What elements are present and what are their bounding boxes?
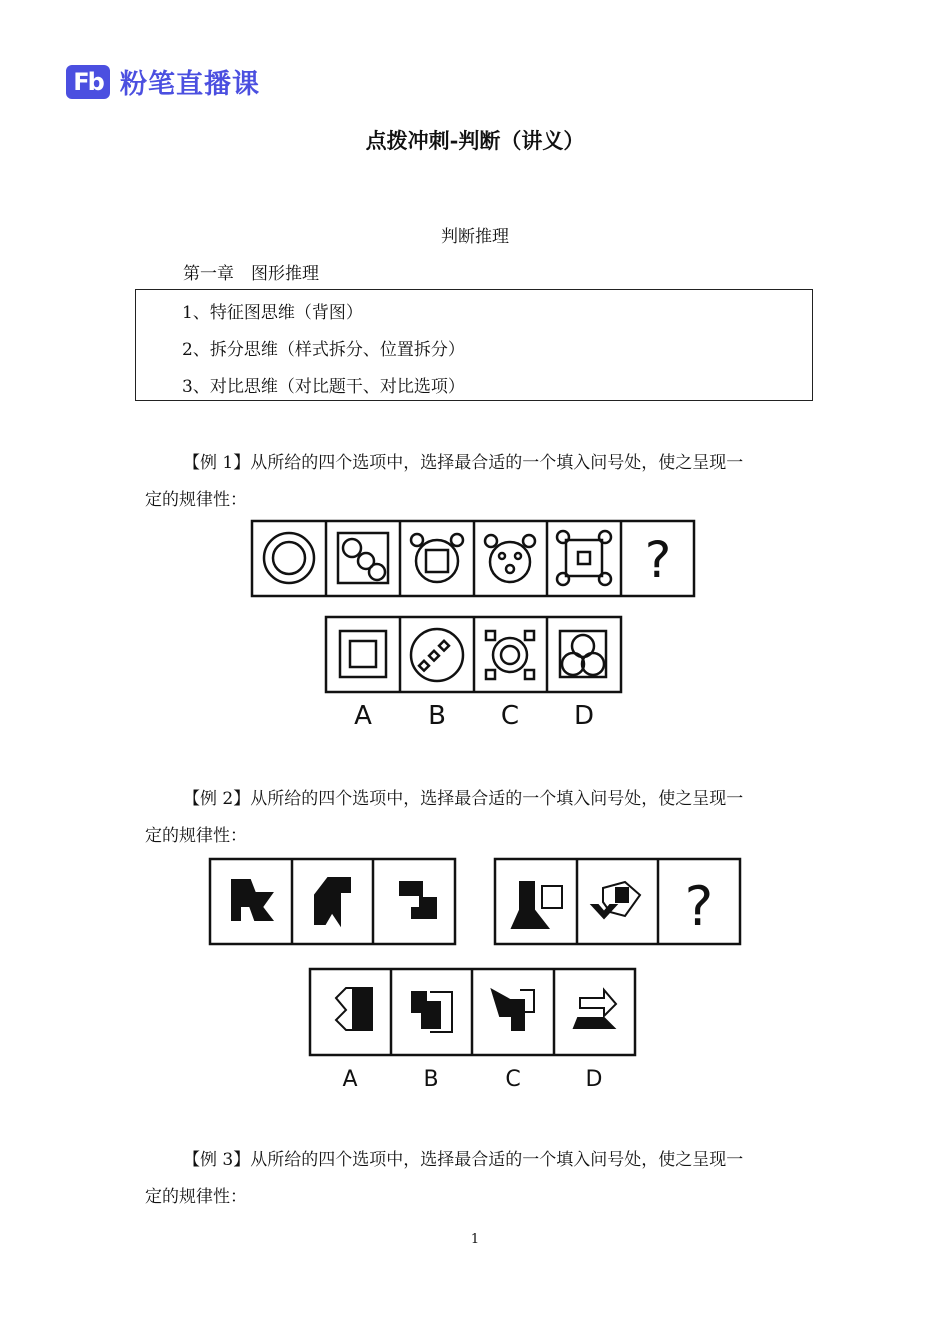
outline-item: 1、特征图思维（背图） <box>182 303 363 323</box>
ex2-label-b: B <box>423 1067 439 1092</box>
ex2-option-b-icon <box>412 992 440 1028</box>
ex1-q4-circle-icon <box>490 542 530 582</box>
ex2-g1-shape-2-icon <box>315 878 350 924</box>
document-title: 点拨冲刺-判断（讲义） <box>365 128 585 153</box>
example-1-prompt: 【例 1】从所给的四个选项中，选择最合适的一个填入问号处，使之呈现一 <box>183 453 744 473</box>
example-2-prompt-cont: 定的规律性： <box>145 826 247 846</box>
chapter-title: 第一章 图形推理 <box>183 264 319 284</box>
ex1-option-a-icon <box>340 631 386 677</box>
example-3-prompt: 【例 3】从所给的四个选项中，选择最合适的一个填入问号处，使之呈现一 <box>183 1150 744 1170</box>
example-3-prompt-cont: 定的规律性： <box>145 1187 247 1207</box>
ex2-label-c: C <box>505 1067 521 1092</box>
ex1-label-b: B <box>428 701 446 731</box>
ex2-g1-shape-3-icon <box>400 882 436 918</box>
ex1-q1-outer-circle-icon <box>264 533 314 583</box>
ex1-option-c-icon <box>493 638 527 672</box>
section-title: 判断推理 <box>441 227 509 247</box>
ex1-q3-circle-icon <box>416 540 458 582</box>
example-1-prompt-cont: 定的规律性： <box>145 490 247 510</box>
ex2-label-d: D <box>585 1067 603 1092</box>
logo-text: 粉笔直播课 <box>120 69 260 100</box>
ex1-q5-square-icon <box>566 540 602 576</box>
outline-item: 3、对比思维（对比题干、对比选项） <box>182 377 465 397</box>
ex2-option-d-icon <box>574 1018 614 1028</box>
ex1-label-c: C <box>500 701 520 731</box>
ex2-g1-shape-1-icon <box>232 880 272 920</box>
ex1-label-d: D <box>573 701 595 731</box>
ex2-question-mark: ? <box>684 875 714 938</box>
ex1-label-a: A <box>354 701 372 731</box>
page-number: 1 <box>470 1232 480 1247</box>
ex2-option-c-icon <box>492 990 524 1030</box>
example-2-prompt: 【例 2】从所给的四个选项中，选择最合适的一个填入问号处，使之呈现一 <box>183 789 744 809</box>
ex2-label-a: A <box>342 1067 358 1092</box>
outline-item: 2、拆分思维（样式拆分、位置拆分） <box>182 340 465 360</box>
logo-mark: Fb <box>66 65 110 99</box>
ex1-question-mark: ? <box>644 531 672 589</box>
